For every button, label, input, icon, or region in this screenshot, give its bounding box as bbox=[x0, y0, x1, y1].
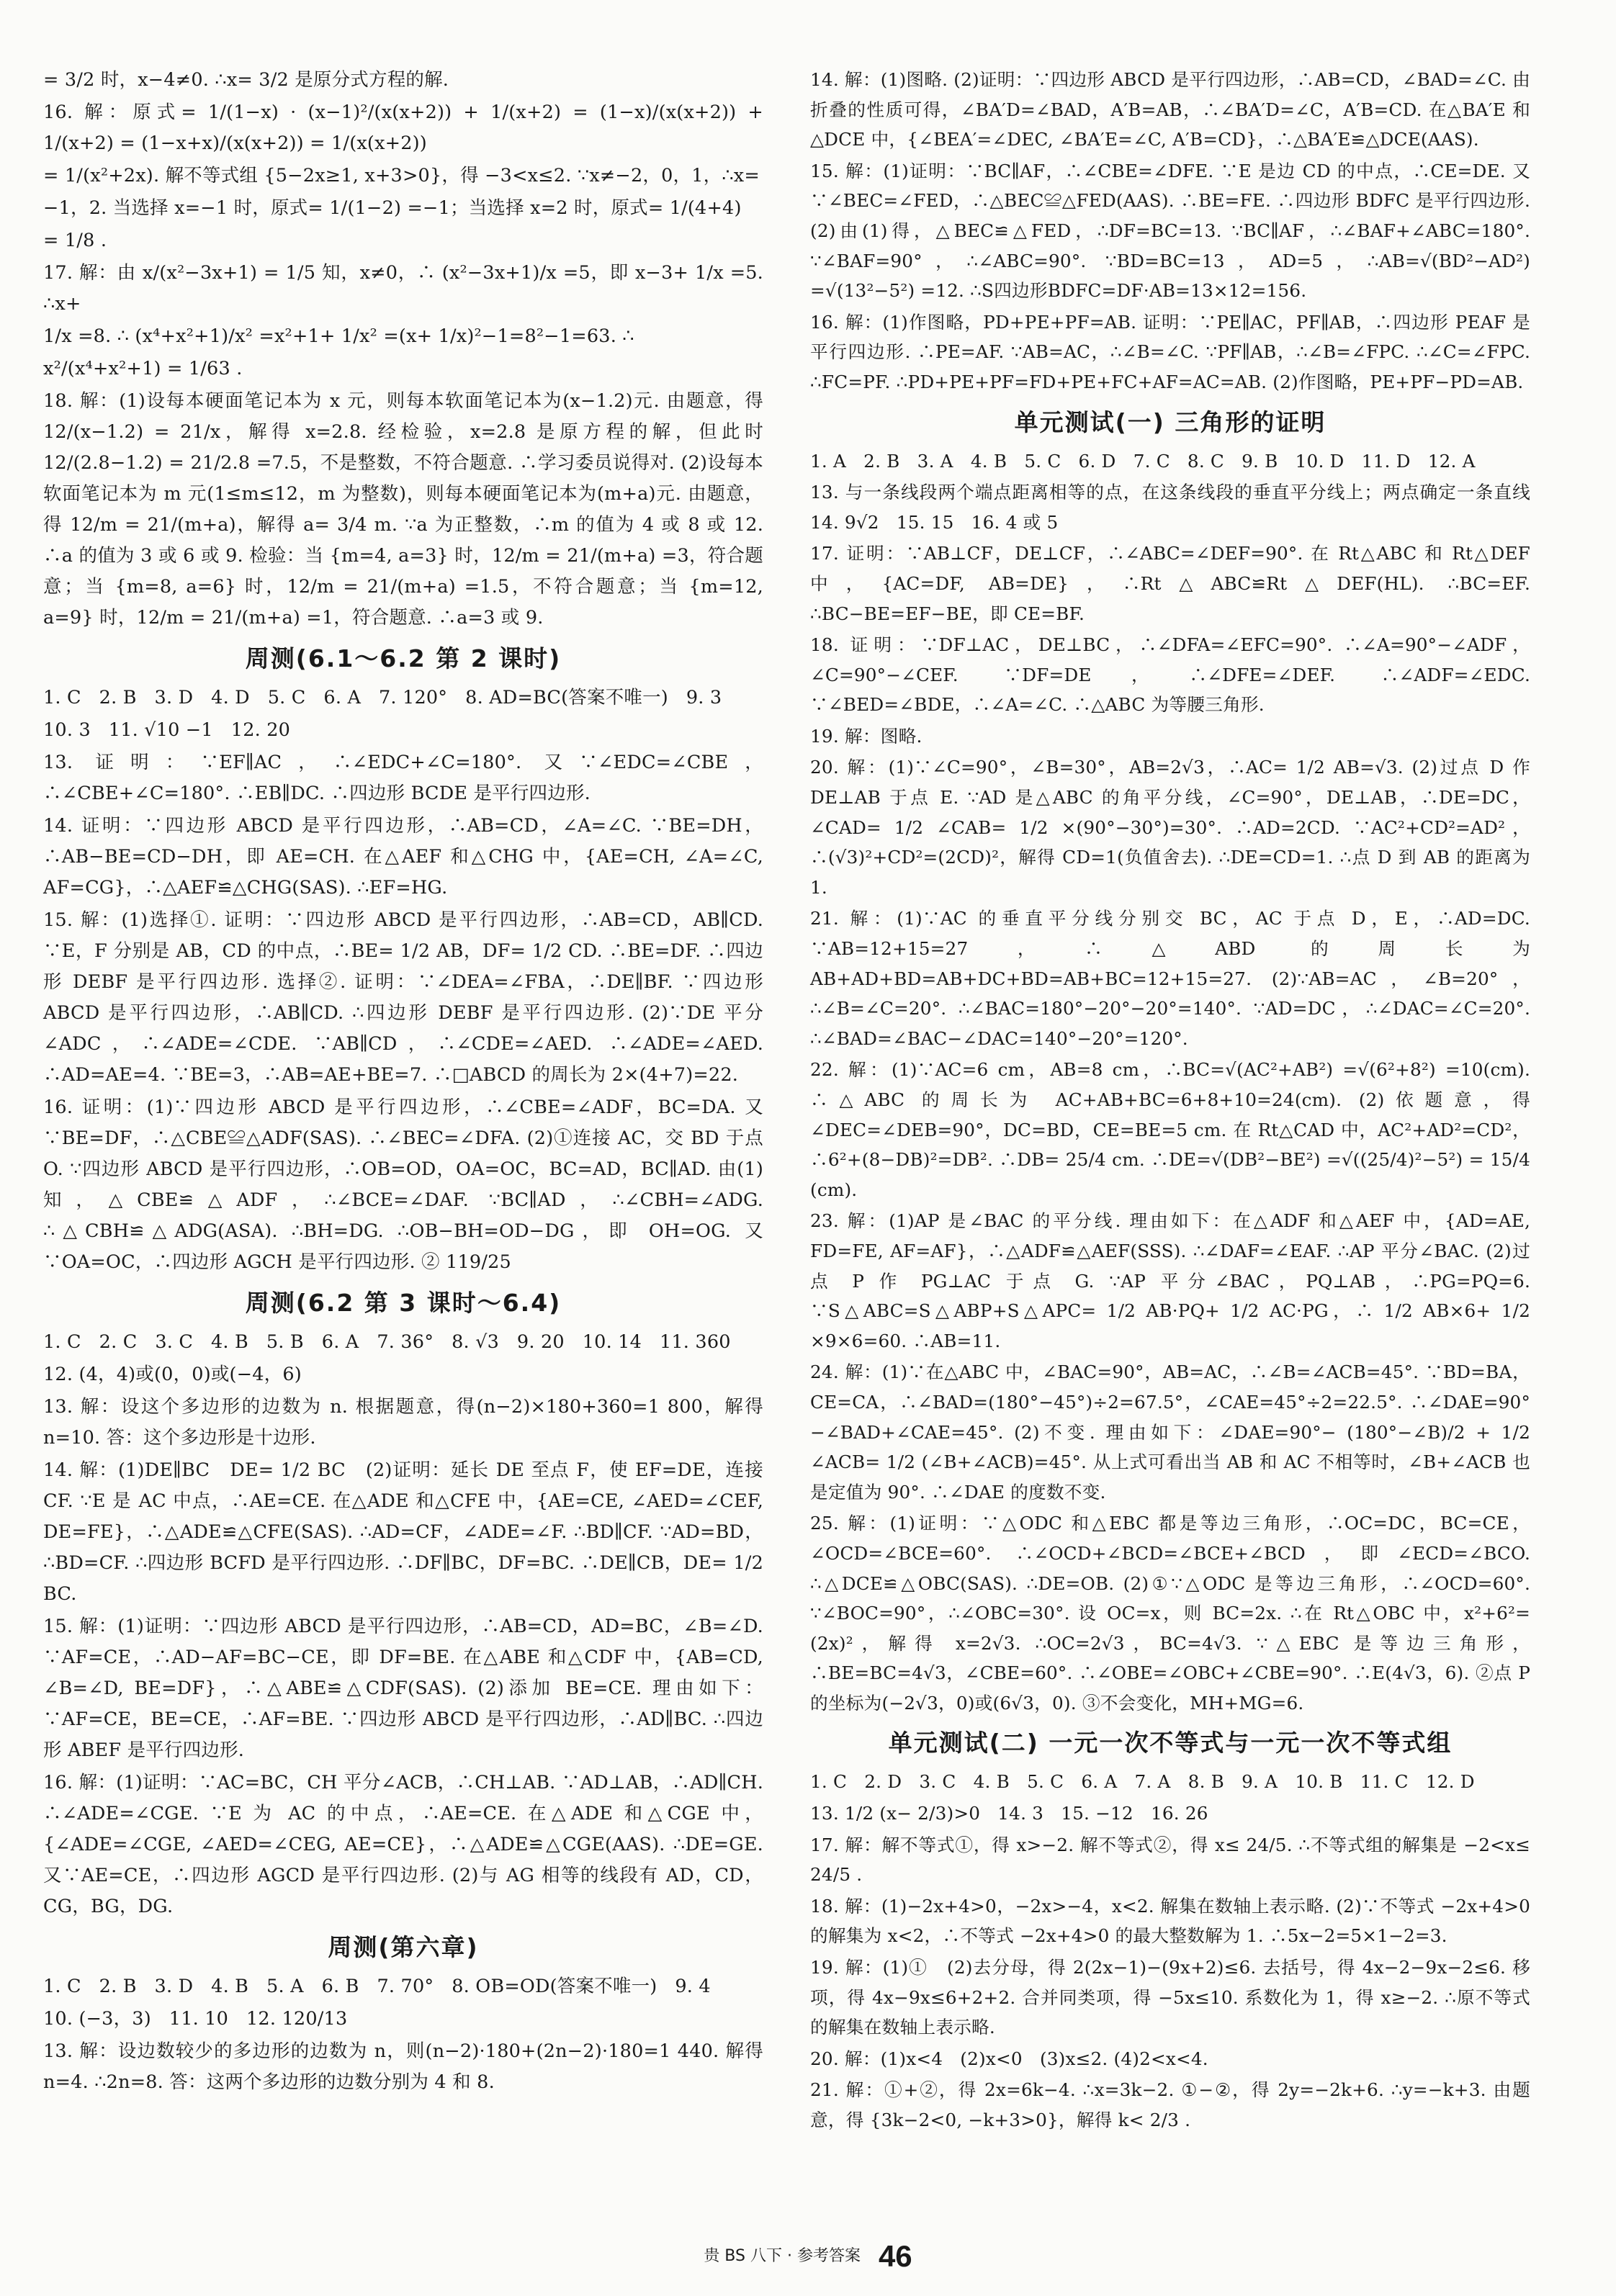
answer-paragraph: 15. 解：(1)证明：∵四边形 ABCD 是平行四边形，∴AB=CD，AD=BC，∠B=∠D. ∵AF=CE，∴AD−AF=BC−CE，即 DF=BE. 在△ABE 和△CDF 中，{AB=CD, ∠B=∠D, BE=DF}，∴△ABE≌△CDF(SAS). (2)添加 BE=CE. 理由如下：∵AF=CE，BE=CE，∴AF=BE. ∵四边形 ABCD 是平行四边形，∴AD∥BC. ∴四边形 ABEF 是平行四边形. bbox=[43, 1616, 770, 1761]
answer-paragraph: 19. 解：图略. bbox=[810, 725, 923, 747]
answer-paragraph: 1/x =8. ∴ (x⁴+x²+1)/x² =x²+1+ 1/x² =(x+ 1/x)²−1=8²−1=63. ∴ bbox=[43, 325, 634, 347]
answer-paragraph: 12. (4，4)或(0，0)或(−4，6) bbox=[43, 1364, 302, 1385]
answer-paragraph: 22. 解：(1)∵AC=6 cm，AB=8 cm，∴BC=√(AC²+AB²) =√(6²+8²) =10(cm). ∴△ABC 的周长为 AC+AB+BC=6+8+10=24(cm). (2)依题意，得∠DEC=∠DEB=90°，DC=BD，CE=BE=5 cm. 在 Rt△CAD 中，AC²+AD²=CD²，∴6²+(8−DB)²=DB². ∴DB= 25/4 cm. ∴DE=√(DB²−BE²) =√((25/4)²−5²) = 15/4 (cm). bbox=[810, 1059, 1537, 1200]
answer-paragraph: = 3/2 时，x−4≠0. ∴x= 3/2 是原分式方程的解. bbox=[43, 69, 449, 91]
answer-paragraph: 13. 解：设边数较少的多边形的边数为 n，则(n−2)·180+(2n−2)·180=1 440. 解得 n=4. ∴2n=8. 答：这两个多边形的边数分别为 4 和 8. bbox=[43, 2040, 770, 2093]
footer-label: 贵 BS 八下 · 参考答案 bbox=[704, 2247, 861, 2265]
answer-paragraph: 14. 解：(1)图略. (2)证明：∵四边形 ABCD 是平行四边形，∴AB=CD，∠BAD=∠C. 由折叠的性质可得，∠BA′D=∠BAD，A′B=AB，∴∠BA′D=∠C，A′B=CD. 在△BA′E 和△DCE 中，{∠BEA′=∠DEC, ∠BA′E=∠C, A′B=CD}，∴△BA′E≌△DCE(AAS). bbox=[810, 69, 1530, 150]
answer-paragraph: 1. A 2. B 3. A 4. B 5. C 6. D 7. C 8. C 9. B 10. D 11. D 12. A bbox=[810, 450, 1476, 472]
answer-paragraph: 16. 解：(1)作图略，PD+PE+PF=AB. 证明：∵PE∥AC，PF∥AB，∴四边形 PEAF 是平行四边形. ∴PE=AF. ∵AB=AC，∴∠B=∠C. ∵PF∥AB，∴∠B=∠FPC. ∴∠C=∠FPC. ∴FC=PF. ∴PD+PE+PF=FD+PE+FC+AF=AC=AB. (2)作图略，PE+PF−PD=AB. bbox=[810, 311, 1537, 392]
section-heading: 单元测试(二) 一元一次不等式与一元一次不等式组 bbox=[888, 1729, 1453, 1757]
answer-paragraph: 14. 证明：∵四边形 ABCD 是平行四边形，∴AB=CD，∠A=∠C. ∵BE=DH，∴AB−BE=CD−DH，即 AE=CH. 在△AEF 和△CHG 中，{AE=CH, ∠A=∠C, AF=CG}，∴△AEF≌△CHG(SAS). ∴EF=HG. bbox=[43, 815, 770, 899]
answer-paragraph: 1. C 2. C 3. C 4. B 5. B 6. A 7. 36° 8. √3 9. 20 10. 14 11. 360 bbox=[43, 1331, 731, 1353]
answer-paragraph: 1. C 2. B 3. D 4. D 5. C 6. A 7. 120° 8. AD=BC(答案不唯一) 9. 3 bbox=[43, 687, 722, 708]
answer-paragraph: 10. 3 11. √10 −1 12. 20 bbox=[43, 719, 291, 741]
section-heading: 周测(第六章) bbox=[328, 1933, 479, 1961]
answer-paragraph: 25. 解：(1)证明：∵△ODC 和△EBC 都是等边三角形，∴OC=DC，BC=CE，∠OCD=∠BCE=60°. ∴∠OCD+∠BCD=∠BCE+∠BCD，即∠ECD=∠BCO. ∴△DCE≌△OBC(SAS). ∴DE=OB. (2)①∵△ODC 是等边三角形，∴∠OCD=60°. ∵∠BOC=90°，∴∠OBC=30°. 设 OC=x，则 BC=2x. ∴在 Rt△OBC 中，x²+6²=(2x)²，解得 x=2√3. ∴OC=2√3，BC=4√3. ∵△EBC 是等边三角形，∴BE=BC=4√3，∠CBE=60°. ∴∠OBE=∠OBC+∠CBE=90°. ∴E(4√3，6). ②点 P 的坐标为(−2√3，0)或(6√3，0). ③不会变化，MH+MG=6. bbox=[810, 1513, 1537, 1714]
right-column bbox=[810, 65, 1548, 2137]
answer-paragraph: x²/(x⁴+x²+1) = 1/63 . bbox=[43, 358, 243, 379]
answer-paragraph: 16. 证明：(1)∵四边形 ABCD 是平行四边形，∴∠CBE=∠ADF，BC=DA. 又∵BE=DF，∴△CBE≌△ADF(SAS). ∴∠BEC=∠DFA. (2)①连接 AC，交 BD 于点 O. ∵四边形 ABCD 是平行四边形，∴OB=OD，OA=OC，BC=AD，BC∥AD. 由(1)知，△CBE≌△ADF，∴∠BCE=∠DAF. ∵BC∥AD，∴∠CBH=∠ADG. ∴△CBH≌△ADG(ASA). ∴BH=DG. ∴OB−BH=OD−DG，即 OH=OG. 又∵OA=OC，∴四边形 AGCH 是平行四边形. ② 119/25 bbox=[43, 1097, 770, 1273]
left-column bbox=[43, 65, 770, 2099]
answer-paragraph: 15. 解：(1)证明：∵BC∥AF，∴∠CBE=∠DFE. ∵E 是边 CD 的中点，∴CE=DE. 又∵∠BEC=∠FED，∴△BEC≌△FED(AAS). ∴BE=FE. ∴四边形 BDFC 是平行四边形. (2)由(1)得，△BEC≌△FED，∴DF=BC=13. ∵BC∥AF，∴∠BAF+∠ABC=180°. ∵∠BAF=90°，∴∠ABC=90°. ∵BD=BC=13，AD=5，∴AB=√(BD²−AD²) =√(13²−5²) =12. ∴S四边形BDFC=DF·AB=13×12=156. bbox=[810, 160, 1537, 302]
answer-paragraph: 17. 解：由 x/(x²−3x+1) = 1/5 知，x≠0，∴ (x²−3x+1)/x =5，即 x−3+ 1/x =5. ∴x+ bbox=[43, 262, 770, 315]
answer-paragraph: 13. 证明：∵EF∥AC，∴∠EDC+∠C=180°. 又∵∠EDC=∠CBE，∴∠CBE+∠C=180°. ∴EB∥DC. ∴四边形 BCDE 是平行四边形. bbox=[43, 752, 763, 804]
page-footer bbox=[0, 2239, 1616, 2274]
answer-paragraph: 20. 解：(1)∵∠C=90°，∠B=30°，AB=2√3，∴AC= 1/2 AB=√3. (2)过点 D 作 DE⊥AB 于点 E. ∵AD 是△ABC 的角平分线，∠C=90°，DE⊥AB，∴DE=DC，∠CAD= 1/2 ∠CAB= 1/2 ×(90°−30°)=30°. ∴AD=2CD. ∵AC²+CD²=AD²，∴(√3)²+CD²=(2CD)²，解得 CD=1(负值舍去). ∴DE=CD=1. ∴点 D 到 AB 的距离为 1. bbox=[810, 757, 1537, 898]
section-heading: 周测(6.2 第 3 课时～6.4) bbox=[245, 1289, 562, 1317]
answer-paragraph: 21. 解：①+②，得 2x=6k−4. ∴x=3k−2. ①−②，得 2y=−2k+6. ∴y=−k+3. 由题意，得 {3k−2<0, −k+3>0}，解得 k< 2/3 . bbox=[810, 2079, 1530, 2130]
answer-paragraph: 16. 解：(1)证明：∵AC=BC，CH 平分∠ACB，∴CH⊥AB. ∵AD⊥AB，∴AD∥CH. ∴∠ADE=∠CGE. ∵E 为 AC 的中点，∴AE=CE. 在△ADE 和△CGE 中，{∠ADE=∠CGE, ∠AED=∠CEG, AE=CE}，∴△ADE≌△CGE(AAS). ∴DE=GE. 又∵AE=CE，∴四边形 AGCD 是平行四边形. (2)与 AG 相等的线段有 AD，CD，CG，BG，DG. bbox=[43, 1772, 770, 1917]
answer-paragraph: 18. 解：(1)设每本硬面笔记本为 x 元，则每本软面笔记本为(x−1.2)元. 由题意，得 12/(x−1.2) = 21/x，解得 x=2.8. 经检验，x=2.8 是原方程的解，但此时 12/(2.8−1.2) = 21/2.8 =7.5，不是整数，不符合题意. ∴学习委员说得对. (2)设每本软面笔记本为 m 元(1≤m≤12，m 为整数)，则每本硬面笔记本为(m+a)元. 由题意，得 12/m = 21/(m+a)，解得 a= 3/4 m. ∵a 为正整数，∴m 的值为 4 或 8 或 12. ∴a 的值为 3 或 6 或 9. 检验：当 {m=4, a=3} 时，12/m = 21/(m+a) =3，符合题意；当 {m=8, a=6} 时，12/m = 21/(m+a) =1.5，不符合题意；当 {m=12, a=9} 时，12/m = 21/(m+a) =1，符合题意. ∴a=3 或 9. bbox=[43, 390, 770, 629]
answer-paragraph: 17. 解：解不等式①，得 x>−2. 解不等式②，得 x≤ 24/5. ∴不等式组的解集是 −2<x≤ 24/5 . bbox=[810, 1834, 1537, 1886]
answer-paragraph: 16. 解：原式= 1/(1−x) · (x−1)²/(x(x+2)) + 1/(x+2) = (1−x)/(x(x+2)) + 1/(x+2) = (1−x+x)/(x(x+2)) = 1/(x(x+2)) bbox=[43, 102, 770, 154]
answer-paragraph: = 1/(x²+2x). 解不等式组 {5−2x≥1, x+3>0}，得 −3<x≤2. ∵x≠−2，0，1，∴x= bbox=[43, 165, 760, 186]
answer-paragraph: −1，2. 当选择 x=−1 时，原式= 1/(1−2) =−1；当选择 x=2 时，原式= 1/(4+4) bbox=[43, 197, 742, 219]
answer-paragraph: 13. 与一条线段两个端点距离相等的点，在这条线段的垂直平分线上；两点确定一条直线 14. 9√2 15. 15 16. 4 或 5 bbox=[810, 482, 1548, 533]
answer-paragraph: 18. 证明：∵DF⊥AC，DE⊥BC，∴∠DFA=∠EFC=90°. ∴∠A=90°−∠ADF，∠C=90°−∠CEF. ∵DF=DE，∴∠DFE=∠DEF. ∴∠ADF=∠EDC. ∵∠BED=∠BDE，∴∠A=∠C. ∴△ABC 为等腰三角形. bbox=[810, 634, 1537, 716]
answer-paragraph: 13. 1/2 (x− 2/3)>0 14. 3 15. −12 16. 26 bbox=[810, 1803, 1208, 1824]
answer-paragraph: 18. 解：(1)−2x+4>0，−2x>−4，x<2. 解集在数轴上表示略. (2)∵不等式 −2x+4>0 的解集为 x<2，∴不等式 −2x+4>0 的最大整数解为 1. ∴5x−2=5×1−2=3. bbox=[810, 1895, 1537, 1947]
answer-paragraph: 1. C 2. D 3. C 4. B 5. C 6. A 7. A 8. B 9. A 10. B 11. C 12. D bbox=[810, 1771, 1475, 1793]
answer-paragraph: 10. (−3，3) 11. 10 12. 120/13 bbox=[43, 2008, 348, 2030]
section-heading: 周测(6.1～6.2 第 2 课时) bbox=[245, 644, 562, 672]
answer-paragraph: 21. 解：(1)∵AC 的垂直平分线分别交 BC，AC 于点 D，E，∴AD=DC. ∵AB=12+15=27，∴△ABD 的周长为 AB+AD+BD=AB+DC+BD=AB+BC=12+15=27. (2)∵AB=AC，∠B=20°，∴∠B=∠C=20°. ∴∠BAC=180°−20°−20°=140°. ∵AD=DC，∴∠DAC=∠C=20°. ∴∠BAD=∠BAC−∠DAC=140°−20°=120°. bbox=[810, 908, 1537, 1049]
answer-paragraph: 13. 解：设这个多边形的边数为 n. 根据题意，得(n−2)×180+360=1 800，解得 n=10. 答：这个多边形是十边形. bbox=[43, 1396, 770, 1449]
answer-paragraph: 24. 解：(1)∵在△ABC 中，∠BAC=90°，AB=AC，∴∠B=∠ACB=45°. ∵BD=BA，CE=CA，∴∠BAD=(180°−45°)÷2=67.5°，∠CAE=45°÷2=22.5°. ∴∠DAE=90°−∠BAD+∠CAE=45°. (2)不变. 理由如下：∠DAE=90°− (180°−∠B)/2 + 1/2 ∠ACB= 1/2 (∠B+∠ACB)=45°. 从上式可看出当 AB 和 AC 不相等时，∠B+∠ACB 也是定值为 90°. ∴∠DAE 的度数不变. bbox=[810, 1361, 1537, 1503]
answer-paragraph: 17. 证明：∵AB⊥CF，DE⊥CF，∴∠ABC=∠DEF=90°. 在 Rt△ABC 和 Rt△DEF 中，{AC=DF, AB=DE}，∴Rt△ABC≌Rt△DEF(HL). ∴BC=EF. ∴BC−BE=EF−BE，即 CE=BF. bbox=[810, 543, 1537, 624]
section-heading: 单元测试(一) 三角形的证明 bbox=[1014, 408, 1327, 436]
answer-paragraph: = 1/8 . bbox=[43, 230, 107, 251]
page-number: 46 bbox=[878, 2239, 912, 2273]
answer-paragraph: 19. 解：(1)① (2)去分母，得 2(2x−1)−(9x+2)≤6. 去括号，得 4x−2−9x−2≤6. 移项，得 4x−9x≤6+2+2. 合并同类项，得 −5x≤10. 系数化为 1，得 x≥−2. ∴原不等式的解集在数轴上表示略. bbox=[810, 1957, 1530, 2038]
answer-paragraph: 23. 解：(1)AP 是∠BAC 的平分线. 理由如下：在△ADF 和△AEF 中，{AD=AE, FD=FE, AF=AF}，∴△ADF≌△AEF(SSS). ∴∠DAF=∠EAF. ∴AP 平分∠BAC. (2)过点 P 作 PG⊥AC 于点 G. ∵AP 平分∠BAC，PQ⊥AB，∴PG=PQ=6. ∵S△ABC=S△ABP+S△APC= 1/2 AB·PQ+ 1/2 AC·PG，∴ 1/2 AB×6+ 1/2 ×9×6=60. ∴AB=11. bbox=[810, 1210, 1537, 1351]
answer-paragraph: 1. C 2. B 3. D 4. B 5. A 6. B 7. 70° 8. OB=OD(答案不唯一) 9. 4 bbox=[43, 1976, 711, 1997]
answer-paragraph: 20. 解：(1)x<4 (2)x<0 (3)x≤2. (4)2<x<4. bbox=[810, 2048, 1208, 2069]
answer-paragraph: 15. 解：(1)选择①. 证明：∵四边形 ABCD 是平行四边形，∴AB=CD，AB∥CD. ∵E，F 分别是 AB，CD 的中点，∴BE= 1/2 AB，DF= 1/2 CD. ∴BE=DF. ∴四边形 DEBF 是平行四边形. 选择②. 证明：∵∠DEA=∠FBA，∴DE∥BF. ∵四边形 ABCD 是平行四边形，∴AB∥CD. ∴四边形 DEBF 是平行四边形. (2)∵DE 平分∠ADC，∴∠ADE=∠CDE. ∵AB∥CD，∴∠CDE=∠AED. ∴∠ADE=∠AED. ∴AD=AE=4. ∵BE=3，∴AB=AE+BE=7. ∴□ABCD 的周长为 2×(4+7)=22. bbox=[43, 909, 770, 1086]
answer-paragraph: 14. 解：(1)DE∥BC DE= 1/2 BC (2)证明：延长 DE 至点 F，使 EF=DE，连接 CF. ∵E 是 AC 中点，∴AE=CE. 在△ADE 和△CFE 中，{AE=CE, ∠AED=∠CEF, DE=FE}，∴△ADE≌△CFE(SAS). ∴AD=CF，∠ADE=∠F. ∴BD∥CF. ∵AD=BD，∴BD=CF. ∴四边形 BCFD 是平行四边形. ∴DF∥BC，DF=BC. ∴DE∥CB，DE= 1/2 BC. bbox=[43, 1459, 770, 1605]
